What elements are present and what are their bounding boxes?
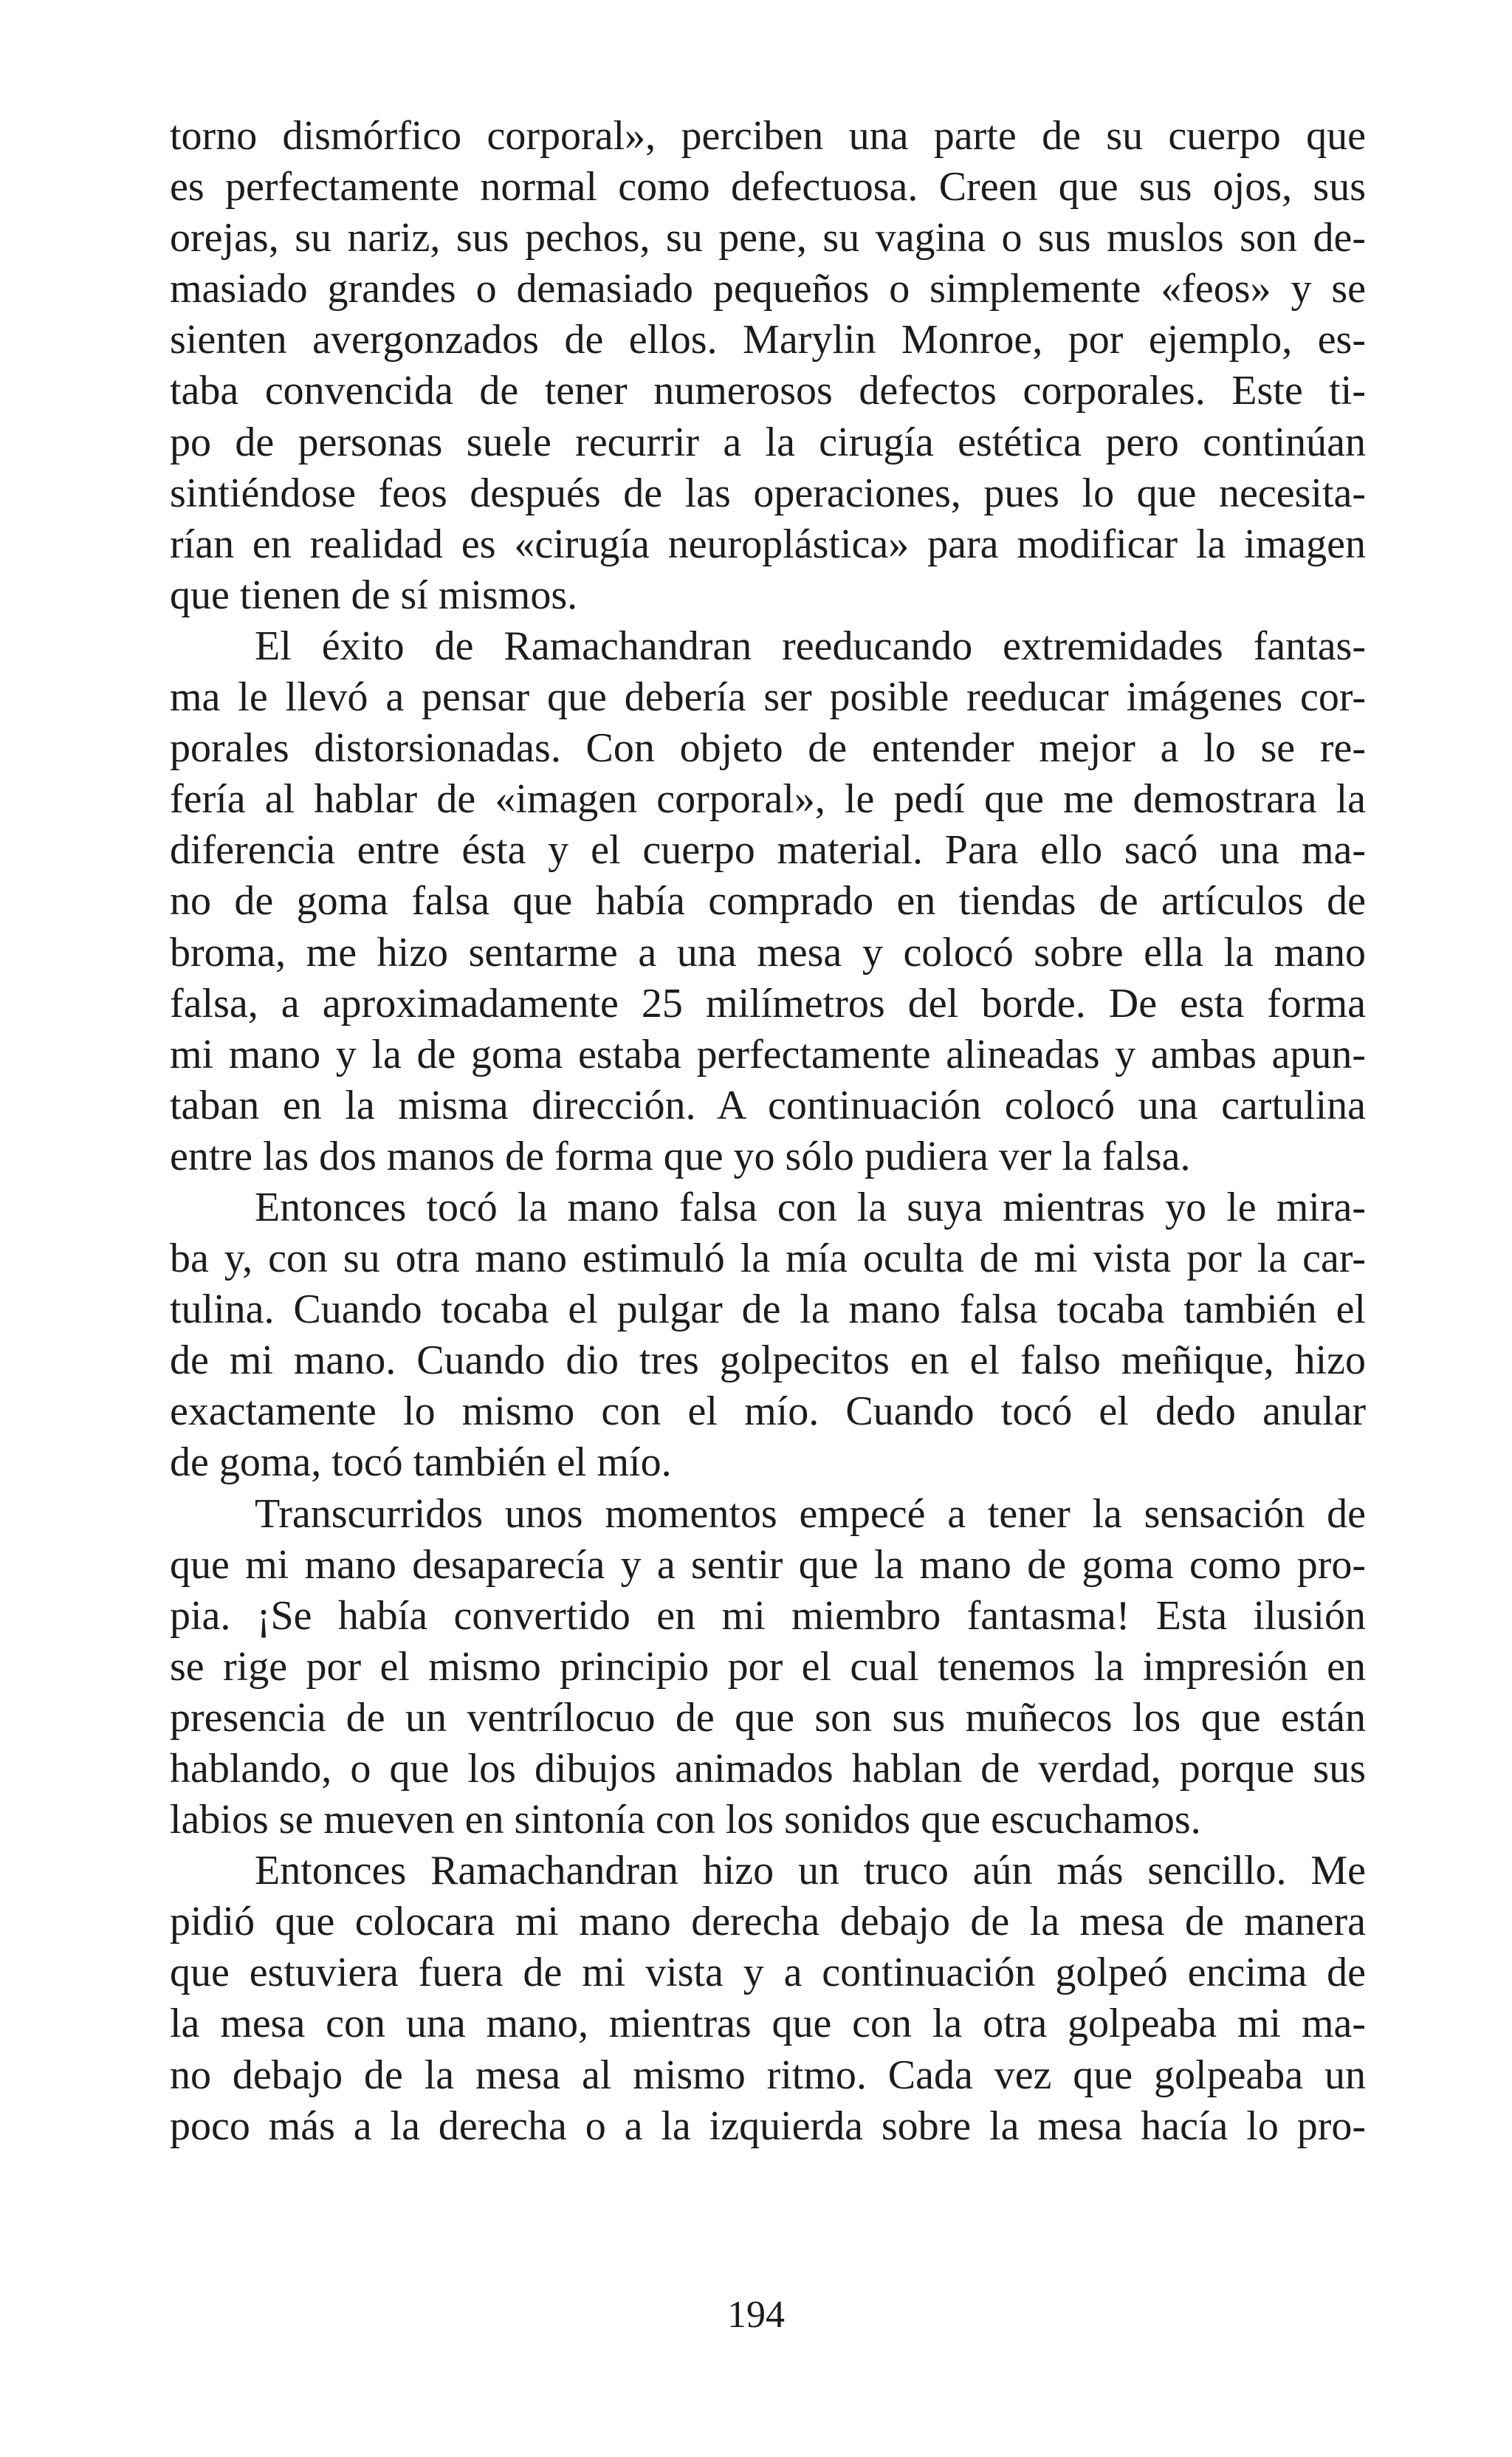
text-line: de goma, tocó también el mío. [170, 1439, 672, 1486]
text-line: Entonces tocó la mano falsa con la suya mientras yo le mira- [255, 1184, 1366, 1230]
text-line: que tienen de sí mismos. [170, 572, 578, 618]
text-line: no de goma falsa que había comprado en tiendas de artículos de [170, 878, 1366, 925]
text-line: poco más a la derecha o a la izquierda sobre la mesa hacía lo pro- [170, 2103, 1366, 2149]
text-line: de mi mano. Cuando dio tres golpecitos en el falso meñique, hizo [170, 1337, 1366, 1384]
text-line: broma, me hizo sentarme a una mesa y colocó sobre ella la mano [170, 929, 1366, 976]
text-line: fería al hablar de «imagen corporal», le pedí que me demostrara la [170, 776, 1366, 823]
text-line: sintiéndose feos después de las operaciones, pues lo que necesita- [170, 470, 1366, 516]
text-line: entre las dos manos de forma que yo sólo pudiera ver la falsa. [170, 1133, 1191, 1179]
text-line: ba y, con su otra mano estimuló la mía oculta de mi vista por la car- [170, 1236, 1366, 1282]
text-line: mi mano y la de goma estaba perfectamente alineadas y ambas apun- [170, 1031, 1366, 1077]
text-line: Entonces Ramachandran hizo un truco aún más sencillo. Me [255, 1848, 1366, 1894]
text-line: presencia de un ventrílocuo de que son sus muñecos los que están [170, 1694, 1366, 1741]
page-number: 194 [727, 2294, 785, 2336]
text-line: falsa, a aproximadamente 25 milímetros del borde. De esta forma [170, 980, 1366, 1027]
text-line: labios se mueven en sintonía con los sonidos que escuchamos. [170, 1797, 1201, 1843]
text-line: pidió que colocara mi mano derecha debajo de la mesa de manera [170, 1899, 1366, 1945]
text-line: taba convencida de tener numerosos defectos corporales. Este ti- [170, 368, 1366, 414]
text-line: rían en realidad es «cirugía neuroplástica» para modificar la imagen [170, 521, 1366, 567]
body-text [170, 111, 1366, 2152]
text-line: la mesa con una mano, mientras que con la otra golpeaba mi ma- [170, 2001, 1366, 2047]
text-line: que mi mano desaparecía y a sentir que la mano de goma como pro- [170, 1541, 1366, 1588]
text-line: taban en la misma dirección. A continuación colocó una cartulina [170, 1082, 1366, 1128]
text-line: es perfectamente normal como defectuosa. Creen que sus ojos, sus [170, 164, 1366, 210]
text-line: tulina. Cuando tocaba el pulgar de la mano falsa tocaba también el [170, 1286, 1366, 1333]
text-line: hablando, o que los dibujos animados hablan de verdad, porque sus [170, 1746, 1366, 1792]
text-line: El éxito de Ramachandran reeducando extremidades fantas- [255, 623, 1366, 669]
text-line: torno dismórfico corporal», perciben una parte de su cuerpo que [170, 113, 1366, 159]
text-line: exactamente lo mismo con el mío. Cuando tocó el dedo anular [170, 1388, 1366, 1435]
text-line: no debajo de la mesa al mismo ritmo. Cada vez que golpeaba un [170, 2052, 1366, 2098]
text-line: ma le llevó a pensar que debería ser posible reeducar imágenes cor- [170, 674, 1366, 721]
text-line: que estuviera fuera de mi vista y a continuación golpeó encima de [170, 1950, 1366, 1996]
text-line: se rige por el mismo principio por el cual tenemos la impresión en [170, 1643, 1366, 1690]
text-line: po de personas suele recurrir a la cirugía estética pero continúan [170, 419, 1366, 465]
text-line: porales distorsionadas. Con objeto de entender mejor a lo se re- [170, 725, 1366, 772]
text-line: diferencia entre ésta y el cuerpo material. Para ello sacó una ma- [170, 827, 1366, 874]
text-line: Transcurridos unos momentos empecé a tener la sensación de [255, 1490, 1366, 1537]
text-line: pia. ¡Se había convertido en mi miembro fantasma! Esta ilusión [170, 1592, 1366, 1639]
text-line: orejas, su nariz, sus pechos, su pene, su vagina o sus muslos son de- [170, 215, 1366, 261]
text-line: sienten avergonzados de ellos. Marylin Monroe, por ejemplo, es- [170, 317, 1366, 363]
text-line: masiado grandes o demasiado pequeños o simplemente «feos» y se [170, 266, 1366, 312]
